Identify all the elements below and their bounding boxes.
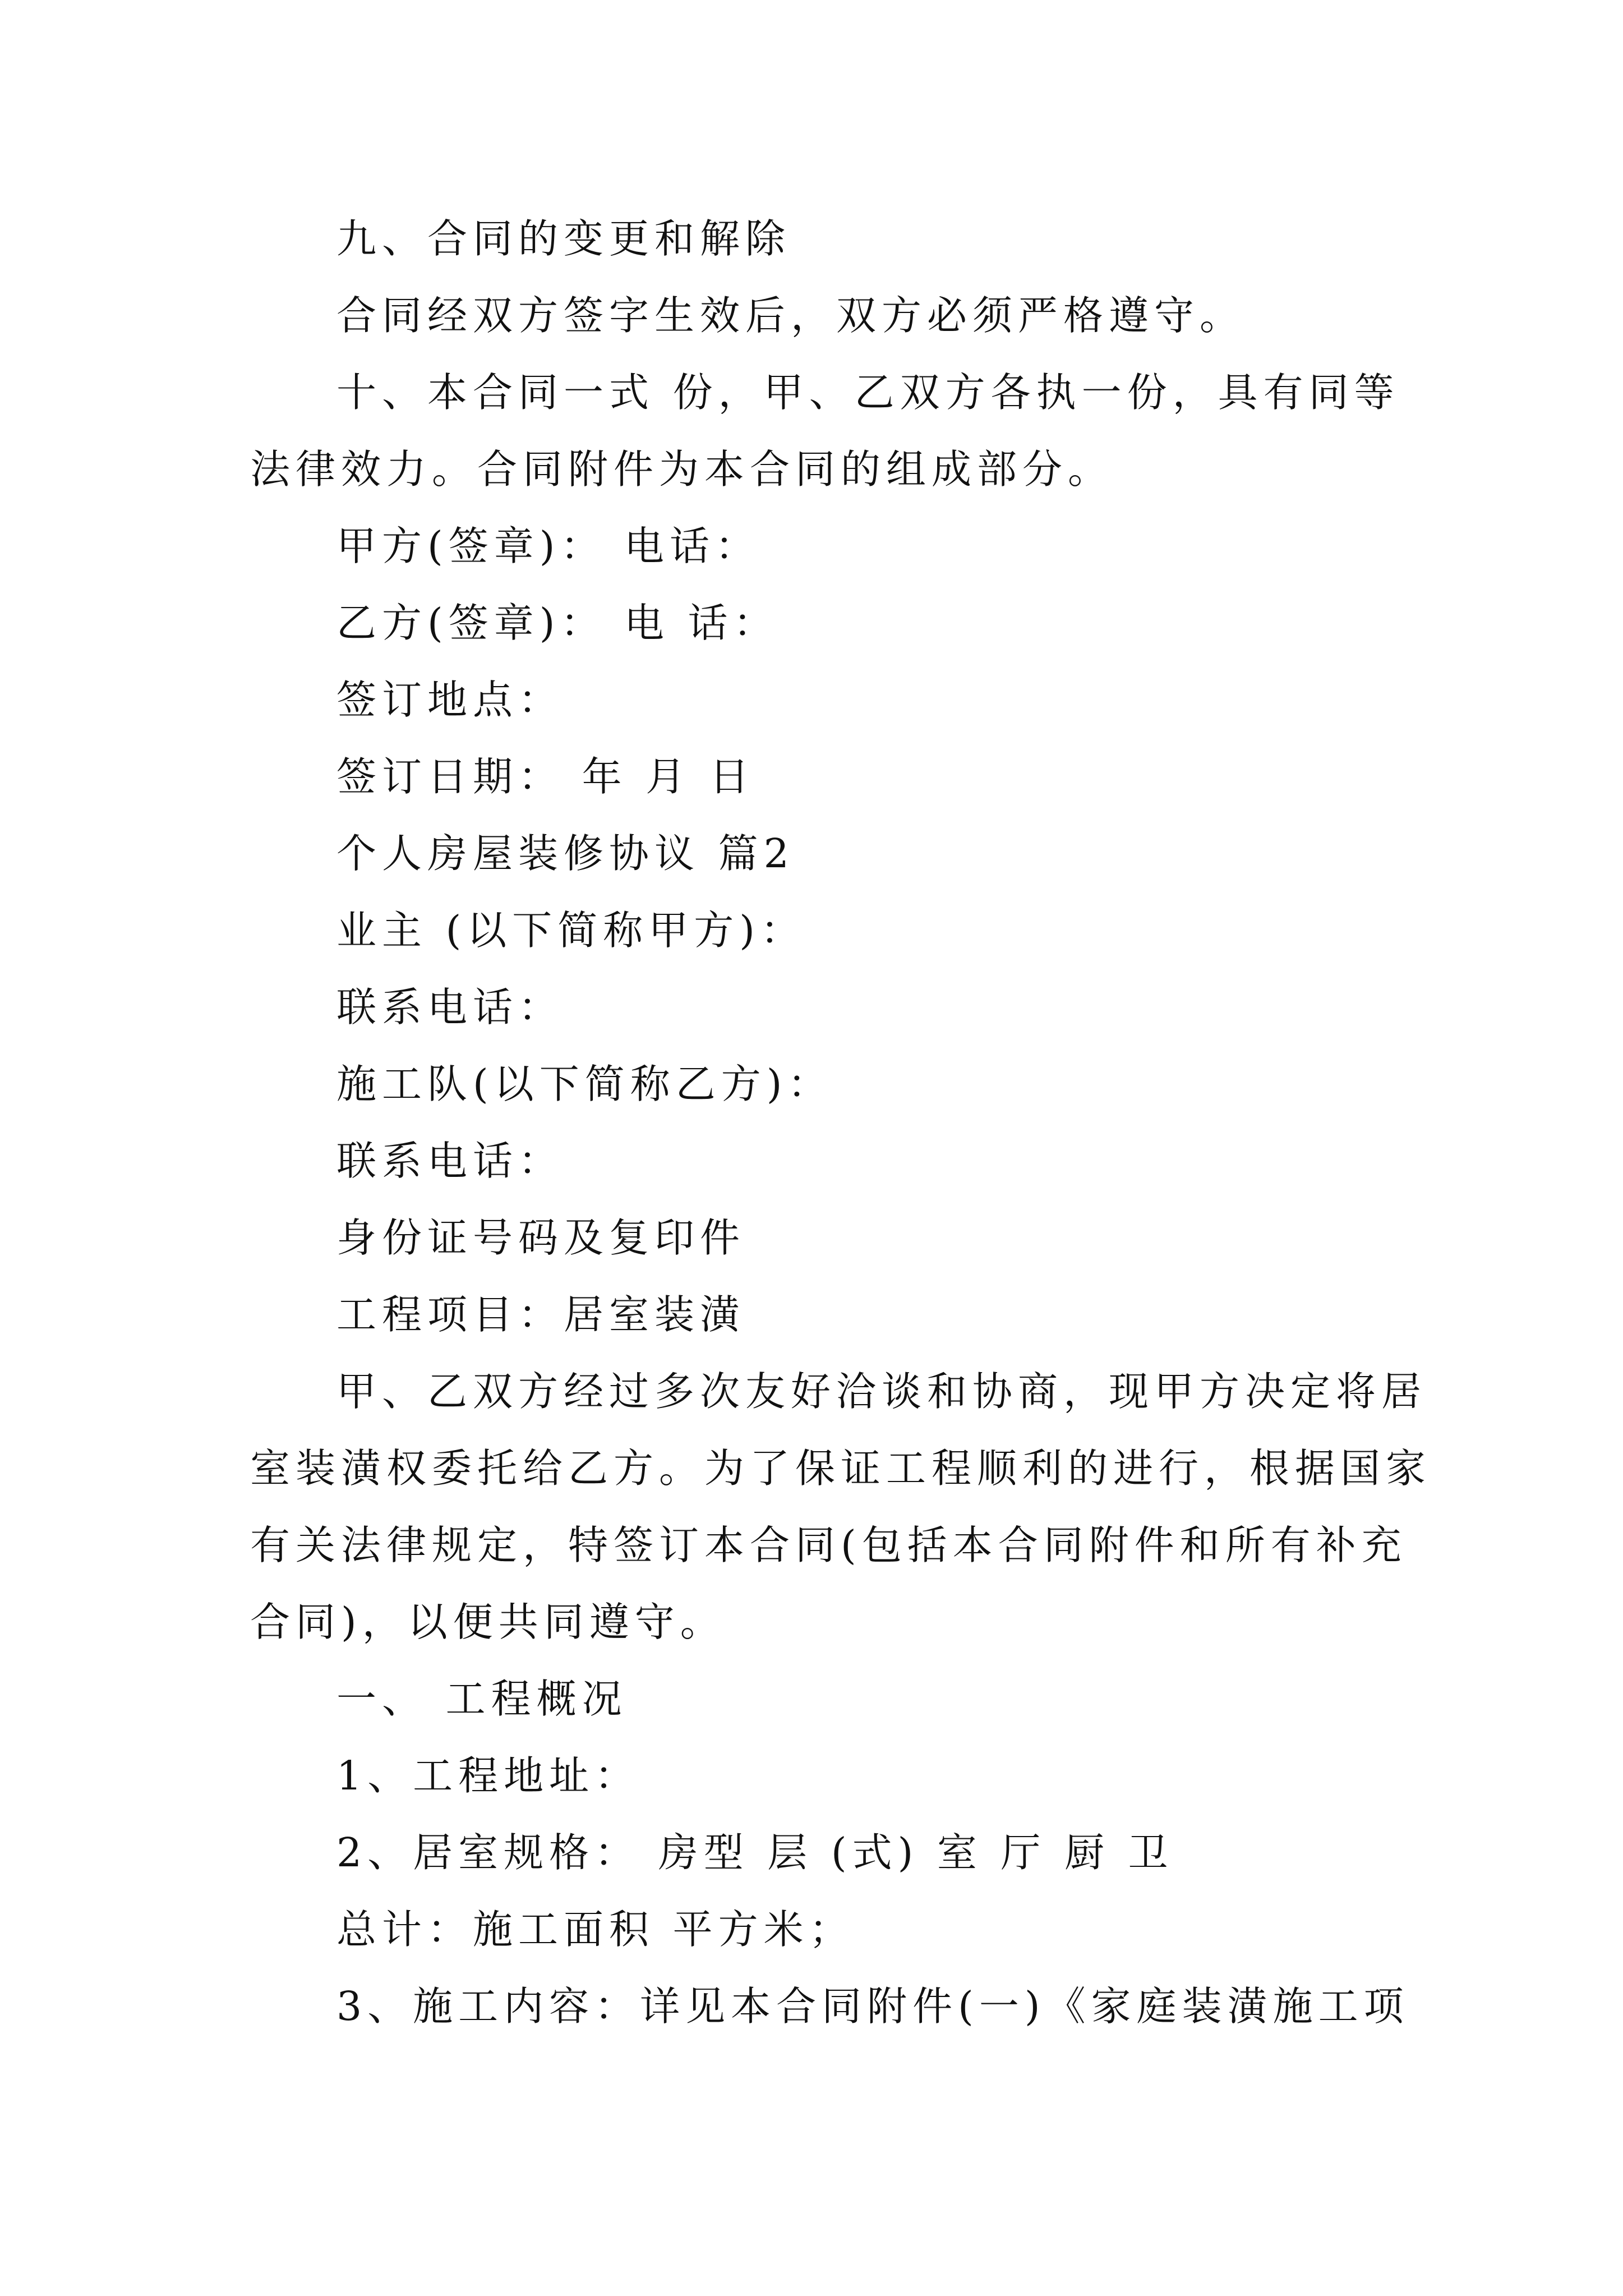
section-heading-9: 九、合同的变更和解除 [336, 215, 791, 262]
owner-field: 业主 (以下简称甲方)： [336, 907, 806, 954]
signature-line-party-b: 乙方(签章)： 电 话： [336, 600, 779, 646]
id-number-field: 身份证号码及复印件 [336, 1214, 746, 1261]
paragraph-line: 室装潢权委托给乙方。为了保证工程顺利的进行，根据国家 [250, 1445, 1432, 1492]
paragraph-line: 合同)，以便共同遵守。 [250, 1599, 726, 1645]
contractor-field: 施工队(以下简称乙方)： [336, 1061, 833, 1107]
signing-place: 签订地点： [336, 677, 564, 723]
total-area-field: 总计：施工面积 平方米； [336, 1906, 855, 1953]
owner-phone-field: 联系电话： [336, 984, 564, 1030]
agreement-title: 个人房屋装修协议 篇2 [336, 830, 795, 877]
signing-date: 签订日期： 年 月 日 [336, 753, 755, 800]
paragraph-line: 有关法律规定，特签订本合同(包括本合同附件和所有补充 [250, 1522, 1407, 1568]
paragraph-line: 十、本合同一式 份，甲、乙双方各执一份，具有同等 [336, 369, 1400, 416]
paragraph-line: 甲、乙双方经过多次友好洽谈和协商，现甲方决定将居 [336, 1368, 1427, 1415]
paragraph-line: 法律效力。合同附件为本合同的组成部分。 [250, 446, 1114, 493]
room-spec-field: 2、居室规格： 房型 层 (式) 室 厅 厨 卫 [336, 1829, 1174, 1876]
project-field: 工程项目：居室装潢 [336, 1291, 746, 1338]
paragraph-line: 合同经双方签字生效后，双方必须严格遵守。 [336, 292, 1246, 339]
contractor-phone-field: 联系电话： [336, 1138, 564, 1184]
construction-content-field: 3、施工内容：详见本合同附件(一)《家庭装潢施工项 [336, 1983, 1409, 2030]
section-heading-1: 一、 工程概况 [336, 1676, 628, 1722]
project-address-field: 1、工程地址： [336, 1752, 640, 1799]
signature-line-party-a: 甲方(签章)： 电话： [336, 523, 760, 569]
